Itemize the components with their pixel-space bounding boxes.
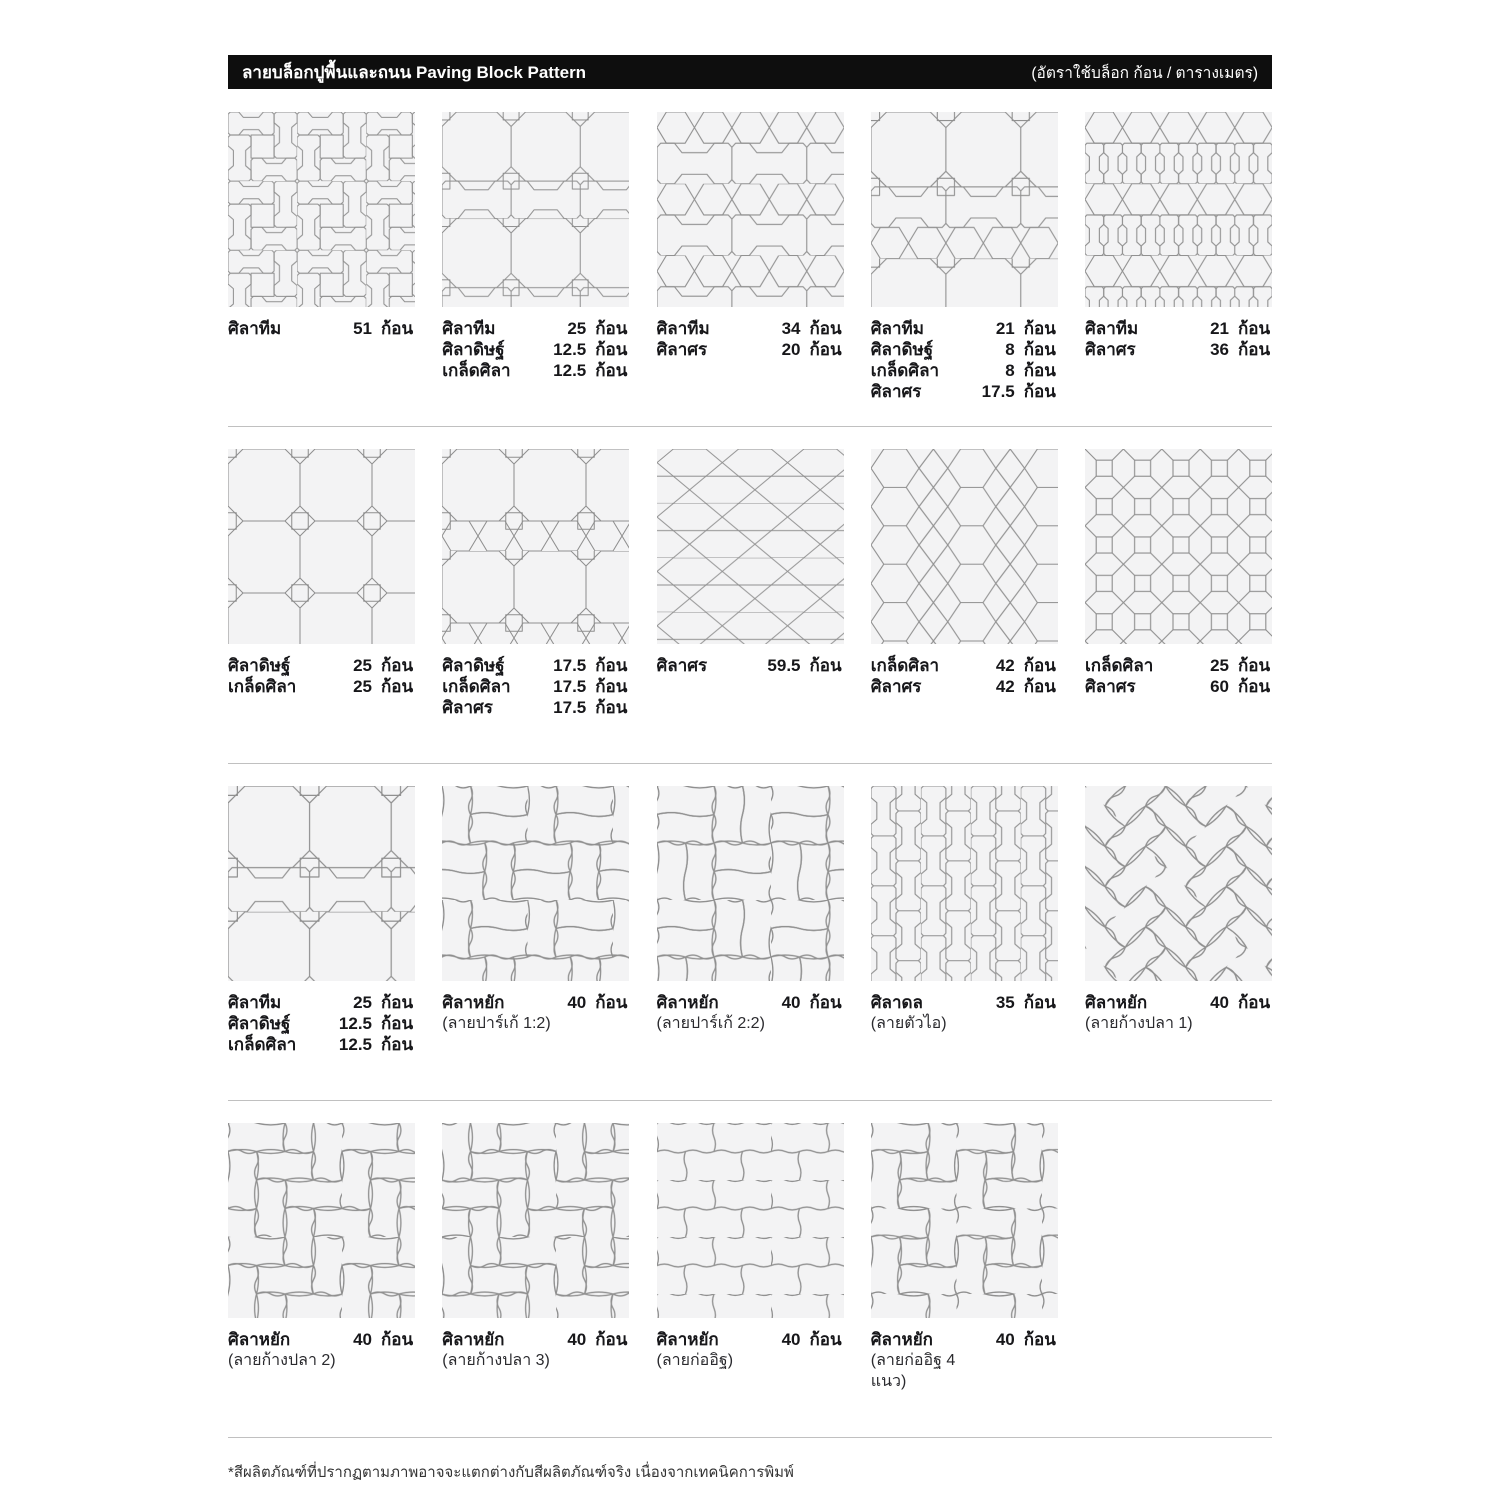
block-spec-line (228, 1034, 415, 1055)
pattern-cell (1085, 112, 1272, 426)
pattern-swatch-octa-bone-hex (871, 112, 1058, 307)
block-name: ศิลาทีม (442, 319, 496, 338)
pattern-row (228, 786, 1272, 1101)
block-spec-line (442, 676, 629, 697)
block-spec-line (871, 381, 1058, 402)
block-name: เกล็ดศิลา (442, 361, 511, 380)
pattern-cell (442, 112, 629, 426)
block-count (766, 1013, 844, 1034)
block-spec-line (442, 360, 629, 381)
pattern-cell (657, 449, 844, 763)
pattern-cell (442, 449, 629, 763)
pattern-cell (871, 449, 1058, 763)
pattern-cell (657, 112, 844, 426)
block-count: 25 ก้อน (353, 656, 414, 675)
block-spec-line (657, 1329, 844, 1350)
pattern-swatch-worm-running (657, 1123, 844, 1318)
block-layout-name (871, 1350, 1058, 1392)
block-name: (ลายตัวไอ) (870, 1015, 947, 1032)
pattern-swatch-hex-diamond (871, 449, 1058, 644)
pattern-swatch-worm-basket22 (657, 786, 844, 981)
tile-labels (442, 655, 629, 718)
block-count (766, 1350, 844, 1371)
block-spec-line (871, 360, 1058, 381)
block-name: ศิลาศร (1085, 340, 1136, 359)
block-count (337, 1350, 415, 1371)
block-name: ศิลาดิษฐ์ (870, 340, 934, 359)
block-count (1194, 1013, 1272, 1034)
block-count: 34 ก้อน (781, 319, 842, 338)
block-spec-line (442, 1329, 629, 1350)
block-name: ศิลาหยัก (442, 1330, 505, 1349)
block-spec-line (657, 339, 844, 360)
block-count: 8 ก้อน (1005, 340, 1056, 359)
block-name: เกล็ดศิลา (228, 1035, 297, 1054)
pattern-swatch-worm-basket12 (442, 786, 629, 981)
block-spec-line (228, 1013, 415, 1034)
block-name: ศิลาหยัก (228, 1330, 291, 1349)
block-name: (ลายปาร์เก้ 2:2) (656, 1015, 765, 1032)
pattern-swatch-worm-hb90m (442, 1123, 629, 1318)
block-name: (ลายก่ออิฐ 4 แนว) (870, 1352, 956, 1390)
block-layout-name (1085, 1013, 1272, 1034)
block-name: ศิลาดล (870, 993, 923, 1012)
page-title: ลายบล็อกปูพื้นและถนน Paving Block Pattern (242, 62, 587, 82)
block-spec-line (1085, 676, 1272, 697)
block-spec-line (657, 318, 844, 339)
footer-note: *สีผลิตภัณฑ์ที่ปรากฏตามภาพอาจจะแตกต่างกับสีผลิตภัณฑ์จริง เนื่องจากเทคนิคการพิมพ์ (228, 1464, 794, 1481)
block-name: ศิลาดิษฐ์ (442, 340, 505, 359)
block-name: ศิลาศร (870, 677, 922, 696)
tile-labels (228, 1329, 415, 1371)
block-name: ศิลาศร (656, 340, 708, 359)
pattern-cell (1085, 786, 1272, 1100)
pattern-cell (228, 449, 415, 763)
tile-labels (442, 318, 629, 381)
tile-labels (871, 992, 1058, 1034)
block-layout-name (657, 1013, 844, 1034)
block-name: ศิลาทีม (228, 319, 282, 338)
block-name: เกล็ดศิลา (870, 656, 940, 675)
block-count: 40 ก้อน (781, 993, 842, 1012)
block-count: 60 ก้อน (1210, 677, 1271, 696)
pattern-swatch-square-diamond (1085, 449, 1272, 644)
block-spec-line (657, 655, 844, 676)
block-name: ศิลาศร (656, 656, 708, 675)
pattern-swatch-hex (657, 449, 844, 644)
block-count: 40 ก้อน (781, 1330, 842, 1349)
block-spec-line (657, 992, 844, 1013)
pattern-swatch-ibone-cols (871, 786, 1058, 981)
block-name: ศิลาศร (1085, 677, 1136, 696)
block-count: 36 ก้อน (1210, 340, 1271, 359)
block-count (980, 1013, 1058, 1034)
block-count: 40 ก้อน (995, 1330, 1056, 1349)
block-name: ศิลาทีม (656, 319, 710, 338)
block-name: ศิลาหยัก (870, 1330, 933, 1349)
block-count: 42 ก้อน (995, 677, 1056, 696)
tile-labels (228, 992, 415, 1055)
block-count: 17.5 ก้อน (553, 677, 628, 696)
block-count: 21 ก้อน (995, 319, 1056, 338)
block-count: 25 ก้อน (1210, 656, 1271, 675)
header-unit-note: (อัตราใช้บล็อก ก้อน / ตารางเมตร) (1031, 64, 1258, 82)
block-count: 25 ก้อน (567, 319, 628, 338)
block-name: ศิลาดิษฐ์ (228, 656, 291, 675)
block-count: 40 ก้อน (567, 1330, 628, 1349)
block-spec-line (871, 992, 1058, 1013)
header-bar (228, 55, 1272, 89)
page-content (228, 55, 1272, 1484)
tile-labels (442, 1329, 629, 1371)
pattern-swatch-worm-basket4 (871, 1123, 1058, 1318)
block-spec-line (871, 318, 1058, 339)
block-count: 21 ก้อน (1210, 319, 1271, 338)
block-name: (ลายก้างปลา 3) (442, 1352, 550, 1369)
block-name: ศิลาดิษฐ์ (228, 1014, 291, 1033)
pattern-cell (657, 786, 844, 1100)
pattern-cell (1085, 449, 1272, 763)
block-count: 40 ก้อน (1210, 993, 1271, 1012)
block-name: ศิลาหยัก (1085, 993, 1148, 1012)
block-spec-line (228, 318, 415, 339)
block-name: (ลายปาร์เก้ 1:2) (442, 1015, 551, 1032)
block-count: 25 ก้อน (353, 993, 414, 1012)
block-spec-line (1085, 992, 1272, 1013)
block-spec-line (228, 676, 415, 697)
block-name: ศิลาทีม (228, 993, 282, 1012)
block-spec-line (228, 655, 415, 676)
pattern-row (228, 112, 1272, 427)
block-count: 17.5 ก้อน (981, 382, 1056, 401)
pattern-cell (228, 1123, 415, 1437)
block-name: เกล็ดศิลา (1085, 656, 1154, 675)
block-spec-line (442, 339, 629, 360)
block-name: ศิลาทีม (1085, 319, 1139, 338)
pattern-cell (657, 1123, 844, 1437)
pattern-swatch-bone-weave (228, 112, 415, 307)
block-count: 17.5 ก้อน (553, 656, 628, 675)
tile-labels (657, 1329, 844, 1371)
block-name: ศิลาดิษฐ์ (442, 656, 505, 675)
block-name: (ลายก้างปลา 1) (1085, 1015, 1193, 1032)
block-name: ศิลาทีม (870, 319, 924, 338)
block-spec-line (1085, 318, 1272, 339)
block-name: ศิลาหยัก (442, 993, 505, 1012)
pattern-cell (871, 786, 1058, 1100)
block-layout-name (442, 1350, 629, 1371)
pattern-row (228, 1123, 1272, 1438)
block-count: 25 ก้อน (353, 677, 414, 696)
block-layout-name (442, 1013, 629, 1034)
tile-labels (1085, 655, 1272, 697)
pattern-cell (871, 112, 1058, 426)
block-layout-name (871, 1013, 1058, 1034)
tile-labels (657, 655, 844, 676)
block-name: (ลายก่ออิฐ) (656, 1352, 734, 1369)
pattern-cell (228, 786, 415, 1100)
block-count: 12.5 ก้อน (338, 1035, 414, 1054)
block-count: 42 ก้อน (995, 656, 1056, 675)
block-count (551, 1013, 629, 1034)
block-spec-line (871, 1329, 1058, 1350)
block-count: 8 ก้อน (1005, 361, 1056, 380)
block-layout-name (657, 1350, 844, 1371)
tile-labels (871, 655, 1058, 697)
block-spec-line (442, 655, 629, 676)
tile-labels (228, 318, 415, 339)
tile-labels (228, 655, 415, 697)
block-count: 12.5 ก้อน (338, 1014, 414, 1033)
block-count: 51 ก้อน (353, 319, 414, 338)
block-count (551, 1350, 629, 1371)
pattern-swatch-bone-hex (657, 112, 844, 307)
block-layout-name (228, 1350, 415, 1371)
pattern-row (228, 449, 1272, 764)
block-name: เกล็ดศิลา (442, 677, 511, 696)
block-count: 59.5 ก้อน (767, 656, 842, 675)
block-name: ศิลาศร (442, 698, 493, 717)
block-name: เกล็ดศิลา (870, 361, 940, 380)
block-name: (ลายก้างปลา 2) (228, 1352, 336, 1369)
tile-labels (871, 318, 1058, 402)
block-spec-line (871, 655, 1058, 676)
pattern-grid (228, 112, 1272, 1438)
block-spec-line (871, 339, 1058, 360)
block-spec-line (442, 318, 629, 339)
block-spec-line (228, 992, 415, 1013)
block-spec-line (1085, 339, 1272, 360)
pattern-swatch-octa-bone-sm (442, 112, 629, 307)
block-spec-line (442, 697, 629, 718)
block-count: 40 ก้อน (353, 1330, 414, 1349)
pattern-cell (442, 1123, 629, 1437)
tile-labels (657, 318, 844, 360)
pattern-swatch-worm-hb90 (228, 1123, 415, 1318)
block-spec-line (871, 676, 1058, 697)
tile-labels (657, 992, 844, 1034)
block-count: 17.5 ก้อน (553, 698, 628, 717)
block-spec-line (228, 1329, 415, 1350)
pattern-swatch-bone-hex-v (1085, 112, 1272, 307)
block-name: ศิลาหยัก (656, 1330, 719, 1349)
block-count: 40 ก้อน (567, 993, 628, 1012)
block-spec-line (442, 992, 629, 1013)
tile-labels (442, 992, 629, 1034)
block-count: 12.5 ก้อน (553, 361, 628, 380)
tile-labels (871, 1329, 1058, 1392)
block-name: ศิลาหยัก (656, 993, 719, 1012)
pattern-swatch-worm-hb45 (1085, 786, 1272, 981)
pattern-swatch-octa-bone (228, 786, 415, 981)
block-count (986, 1350, 1058, 1392)
block-name: เกล็ดศิลา (228, 677, 297, 696)
pattern-swatch-octa-square-hex (442, 449, 629, 644)
pattern-cell (871, 1123, 1058, 1437)
tile-labels (1085, 318, 1272, 360)
block-count: 20 ก้อน (781, 340, 842, 359)
block-name: ศิลาศร (870, 382, 922, 401)
pattern-cell (442, 786, 629, 1100)
block-count: 35 ก้อน (995, 993, 1056, 1012)
tile-labels (1085, 992, 1272, 1034)
pattern-swatch-octa-square (228, 449, 415, 644)
pattern-cell (228, 112, 415, 426)
block-spec-line (1085, 655, 1272, 676)
block-count: 12.5 ก้อน (553, 340, 628, 359)
